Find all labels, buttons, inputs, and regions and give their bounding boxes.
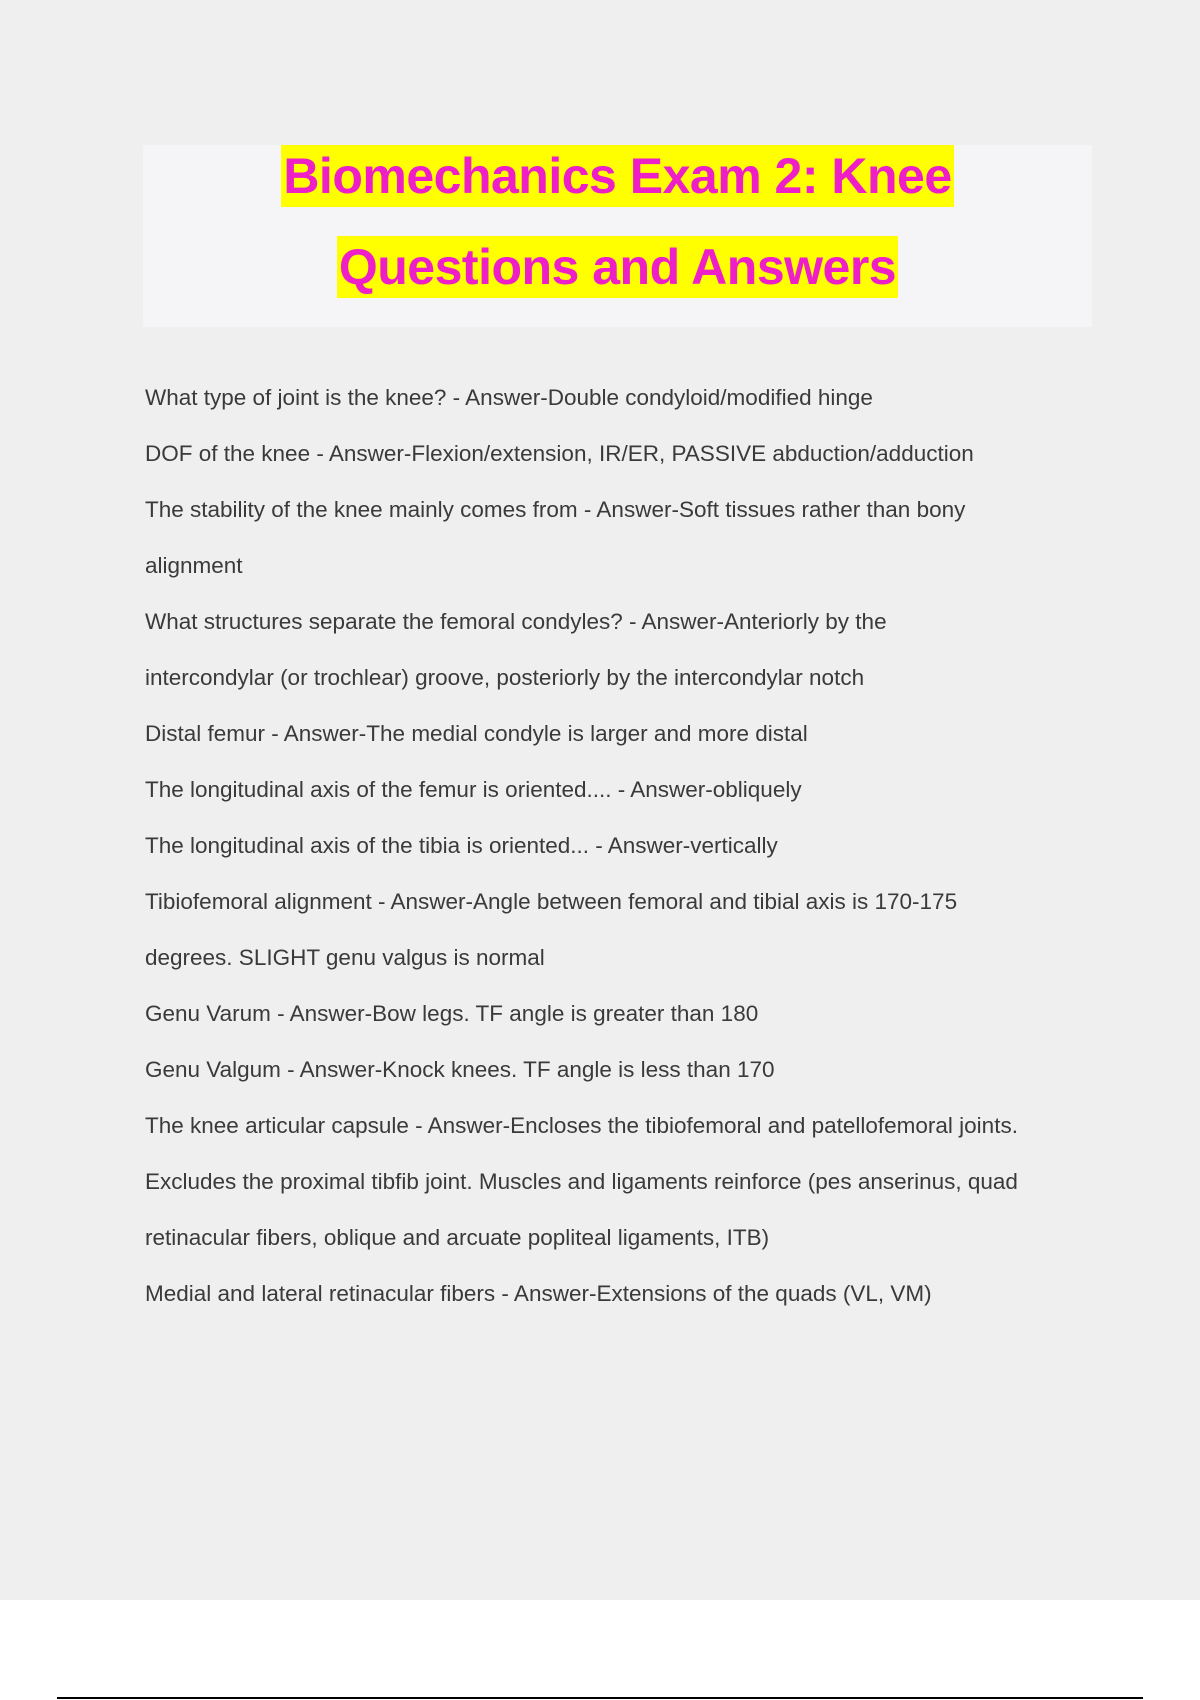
qa-line: What structures separate the femoral condyles? - Answer-Anteriorly by the <box>145 609 887 634</box>
qa-line: The knee articular capsule - Answer-Encloses the tibiofemoral and patellofemoral joints. <box>145 1113 1018 1138</box>
qa-line: The stability of the knee mainly comes from - Answer-Soft tissues rather than bony <box>145 497 966 522</box>
qa-content <box>145 370 1095 1322</box>
qa-line: Genu Varum - Answer-Bow legs. TF angle is greater than 180 <box>145 1001 759 1026</box>
qa-line: DOF of the knee - Answer-Flexion/extension, IR/ER, PASSIVE abduction/adduction <box>145 441 974 466</box>
qa-line: What type of joint is the knee? - Answer-Double condyloid/modified hinge <box>145 385 873 410</box>
footer-divider <box>57 1697 1143 1699</box>
qa-line: degrees. SLIGHT genu valgus is normal <box>145 945 545 970</box>
document-title-line-1: Biomechanics Exam 2: Knee <box>281 145 953 207</box>
qa-line: Excludes the proximal tibfib joint. Muscles and ligaments reinforce (pes anserinus, quad <box>145 1169 1018 1194</box>
document-title-line-2: Questions and Answers <box>337 236 898 298</box>
qa-line: alignment <box>145 553 243 578</box>
qa-line: Tibiofemoral alignment - Answer-Angle between femoral and tibial axis is 170-175 <box>145 889 958 914</box>
qa-line: Genu Valgum - Answer-Knock knees. TF angle is less than 170 <box>145 1057 775 1082</box>
qa-line: The longitudinal axis of the femur is oriented.... - Answer-obliquely <box>145 777 802 802</box>
qa-line: Medial and lateral retinacular fibers - Answer-Extensions of the quads (VL, VM) <box>145 1281 932 1306</box>
qa-line: Distal femur - Answer-The medial condyle is larger and more distal <box>145 721 808 746</box>
qa-line: retinacular fibers, oblique and arcuate popliteal ligaments, ITB) <box>145 1225 770 1250</box>
qa-line: The longitudinal axis of the tibia is oriented... - Answer-vertically <box>145 833 778 858</box>
title-block <box>143 145 1092 327</box>
qa-line: intercondylar (or trochlear) groove, posteriorly by the intercondylar notch <box>145 665 865 690</box>
